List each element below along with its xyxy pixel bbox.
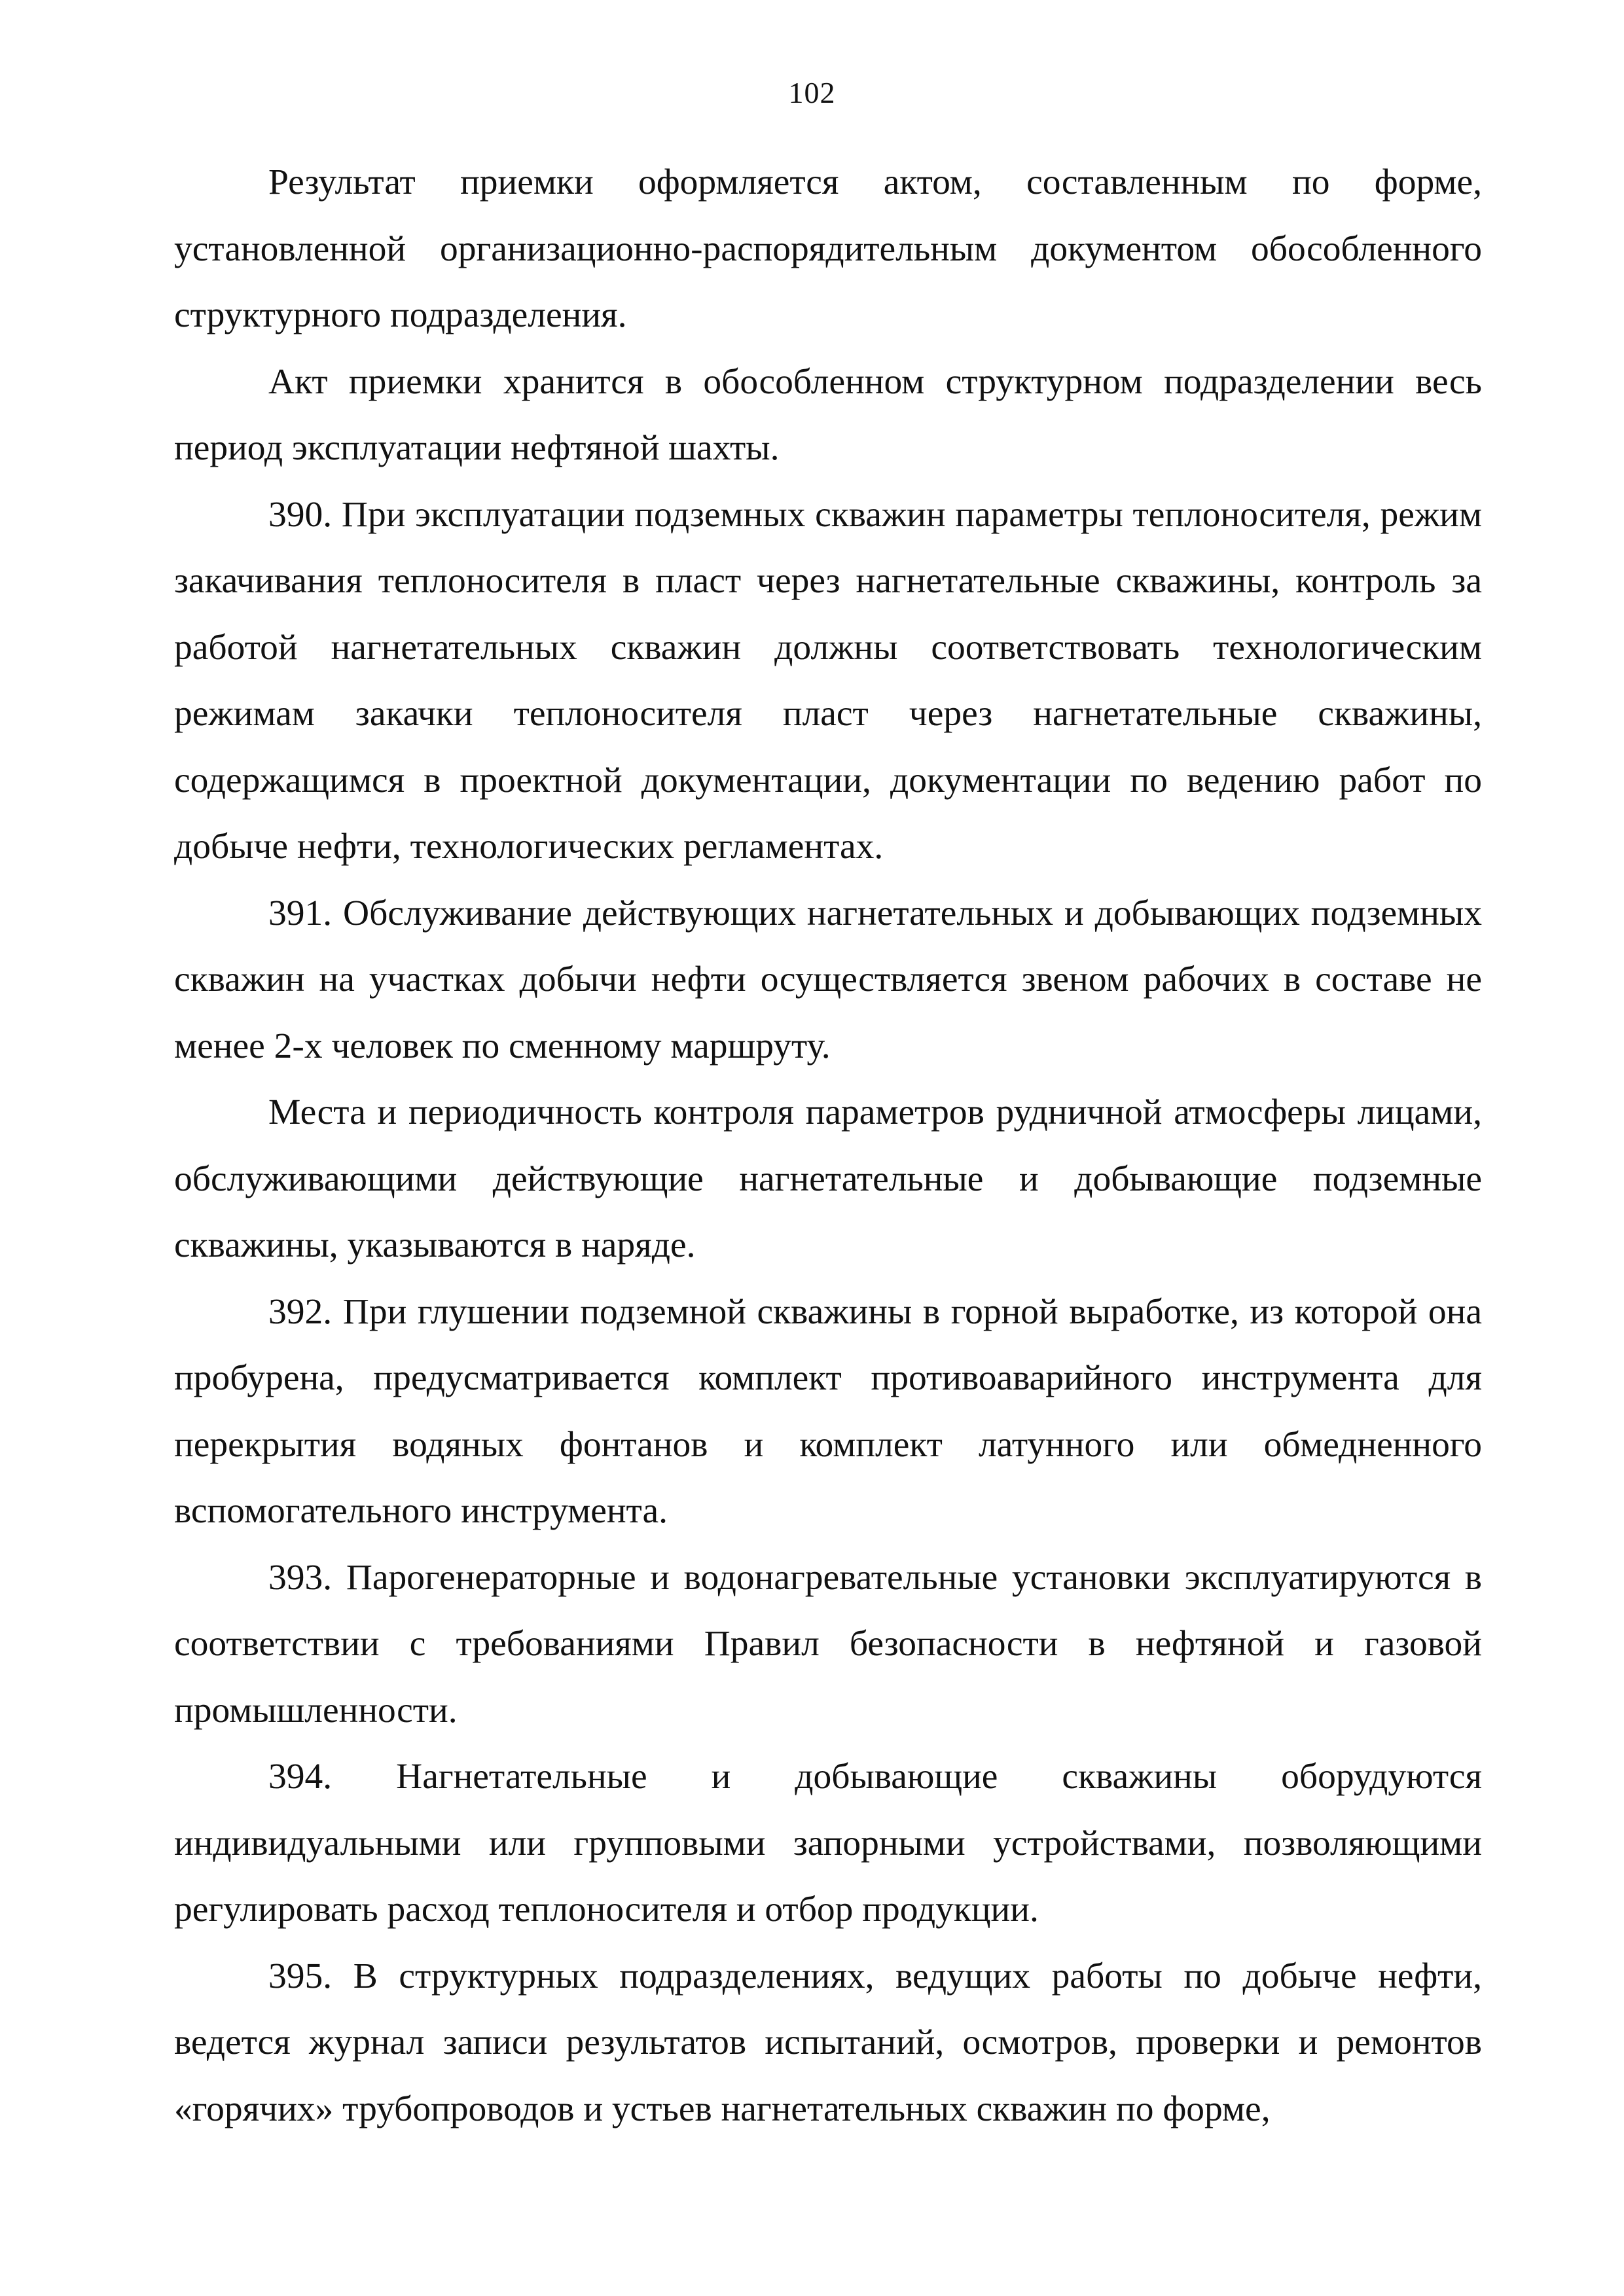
paragraph-text: Нагнетательные и добывающие скважины оборудуются индивидуальными или групповыми запорными устройствами, позволяющими регулировать расход теплоносителя и отбор продукции. <box>174 1757 1482 1929</box>
paragraph-394 <box>174 1744 1482 1943</box>
page-number: 102 <box>788 76 836 109</box>
paragraph-text: В структурных подразделениях, ведущих работы по добыче нефти, ведется журнал записи результатов испытаний, осмотров, проверки и ремонтов «горячих» трубопроводов и устьев нагнетательных скважин по форме, <box>174 1956 1483 2129</box>
paragraph-text: При глушении подземной скважины в горной выработке, из которой она пробурена, предусматривается комплект противоаварийного инструмента для перекрытия водяных фонтанов и комплект латунного или обмедненного вспомогательного инструмента. <box>174 1291 1482 1531</box>
paragraph-text: Места и периодичность контроля параметров рудничной атмосферы лицами, обслуживающими действующие нагнетательные и добывающие подземные скважины, указываются в наряде. <box>174 1092 1482 1265</box>
paragraph-acceptance-result <box>174 149 1482 349</box>
paragraph-text: Парогенераторные и водонагревательные установки эксплуатируются в соответствии с требованиями Правил безопасности в нефтяной и газовой промышленности. <box>174 1557 1483 1731</box>
paragraph-text: Обслуживание действующих нагнетательных и добывающих подземных скважин на участках добычи нефти осуществляется звеном рабочих в составе не менее 2-х человек по сменному маршруту. <box>174 893 1482 1066</box>
paragraph-text: При эксплуатации подземных скважин параметры теплоносителя, режим закачивания теплоносителя в пласт через нагнетательные скважины, контроль за работой нагнетательных скважин должны соответствовать технологическим режимам закачки теплоносителя пласт через нагнетательные скважины, содержащимся в проектной документации, документации по ведению работ по добыче нефти, технологических регламентах. <box>174 494 1482 867</box>
paragraph-number: 395. <box>268 1956 333 1996</box>
paragraph-number: 394. <box>268 1757 333 1797</box>
paragraph-390 <box>174 482 1482 880</box>
paragraph-395 <box>174 1943 1482 2143</box>
paragraph-392 <box>174 1279 1482 1545</box>
paragraph-text: Результат приемки оформляется актом, составленным по форме, установленной организационно-распорядительным документом обособленного структурного подразделения. <box>174 162 1482 335</box>
paragraph-monitoring-places <box>174 1079 1482 1279</box>
paragraph-text: Акт приемки хранится в обособленном структурном подразделении весь период эксплуатации нефтяной шахты. <box>174 361 1482 468</box>
paragraph-acceptance-act-storage <box>174 349 1482 482</box>
paragraph-number: 392. <box>268 1291 333 1332</box>
paragraph-number: 393. <box>268 1557 333 1598</box>
document-body <box>174 149 1482 2142</box>
paragraph-391 <box>174 880 1482 1080</box>
paragraph-number: 391. <box>268 893 333 933</box>
paragraph-number: 390. <box>268 494 333 535</box>
paragraph-393 <box>174 1545 1482 1744</box>
